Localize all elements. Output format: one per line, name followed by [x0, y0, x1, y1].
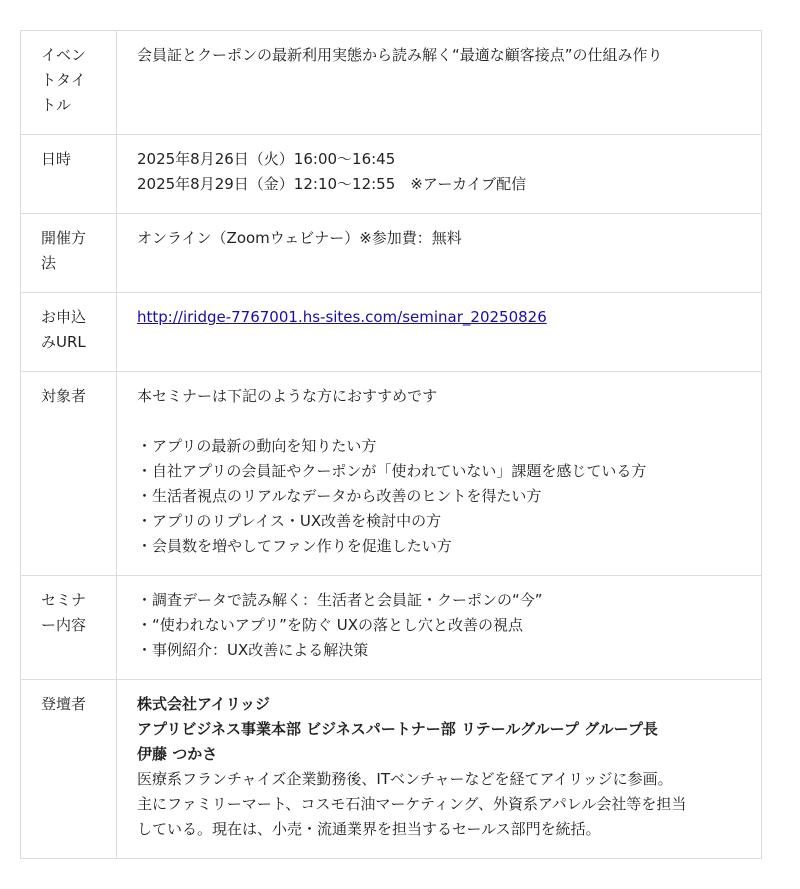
method-text: オンライン（Zoomウェビナー）※参加費：無料 [137, 229, 462, 247]
table-row-title [21, 31, 762, 135]
audience-item: ・会員数を増やしてファン作りを促進したい方 [137, 537, 452, 555]
table-row-audience [21, 372, 762, 576]
registration-link[interactable]: http://iridge-7767001.hs-sites.com/seminar_20250826 [137, 308, 547, 326]
row-label-title: イベントタイトル [21, 31, 117, 135]
datetime-line-2: 2025年8月29日（金）12:10〜12:55 ※アーカイブ配信 [137, 175, 527, 193]
event-title-value [117, 31, 762, 135]
row-label-speaker: 登壇者 [21, 680, 117, 859]
audience-item: ・アプリのリプレイス・UX改善を検討中の方 [137, 512, 442, 530]
row-label-datetime: 日時 [21, 135, 117, 214]
url-value [117, 293, 762, 372]
table-row-content [21, 576, 762, 680]
table-row-speaker [21, 680, 762, 859]
table-row-url [21, 293, 762, 372]
speaker-company: 株式会社アイリッジ [137, 695, 271, 713]
speaker-bio-line: 主にファミリーマート、コスモ石油マーケティング、外資系アパレル会社等を担当 [137, 795, 687, 813]
table-row-datetime [21, 135, 762, 214]
content-item: ・“使われないアプリ”を防ぐ UXの落とし穴と改善の視点 [137, 616, 523, 634]
speaker-value [117, 680, 762, 859]
content-value [117, 576, 762, 680]
speaker-name: 伊藤 つかさ [137, 745, 218, 763]
datetime-line-1: 2025年8月26日（火）16:00〜16:45 [137, 150, 396, 168]
row-label-audience: 対象者 [21, 372, 117, 576]
audience-value [117, 372, 762, 576]
audience-item: ・生活者視点のリアルなデータから改善のヒントを得たい方 [137, 487, 542, 505]
speaker-bio-line: 医療系フランチャイズ企業勤務後、ITベンチャーなどを経てアイリッジに参画。 [137, 770, 673, 788]
row-label-url: お申込みURL [21, 293, 117, 372]
row-label-method: 開催方法 [21, 214, 117, 293]
method-value [117, 214, 762, 293]
content-item: ・事例紹介：UX改善による解決策 [137, 641, 369, 659]
datetime-value [117, 135, 762, 214]
audience-intro: 本セミナーは下記のような方におすすめです [137, 387, 438, 405]
audience-item: ・自社アプリの会員証やクーポンが「使われていない」課題を感じている方 [137, 462, 647, 480]
speaker-bio-line: している。現在は、小売・流通業界を担当するセールス部門を統括。 [137, 820, 601, 838]
content-item: ・調査データで読み解く：生活者と会員証・クーポンの“今” [137, 591, 543, 609]
row-label-content: セミナー内容 [21, 576, 117, 680]
event-title-text: 会員証とクーポンの最新利用実態から読み解く“最適な顧客接点”の仕組み作り [137, 46, 663, 64]
speaker-position: アプリビジネス事業本部 ビジネスパートナー部 リテールグループ グループ長 [137, 720, 658, 738]
audience-item: ・アプリの最新の動向を知りたい方 [137, 437, 377, 455]
event-info-table [20, 30, 762, 859]
table-row-method [21, 214, 762, 293]
audience-spacer [137, 409, 741, 434]
